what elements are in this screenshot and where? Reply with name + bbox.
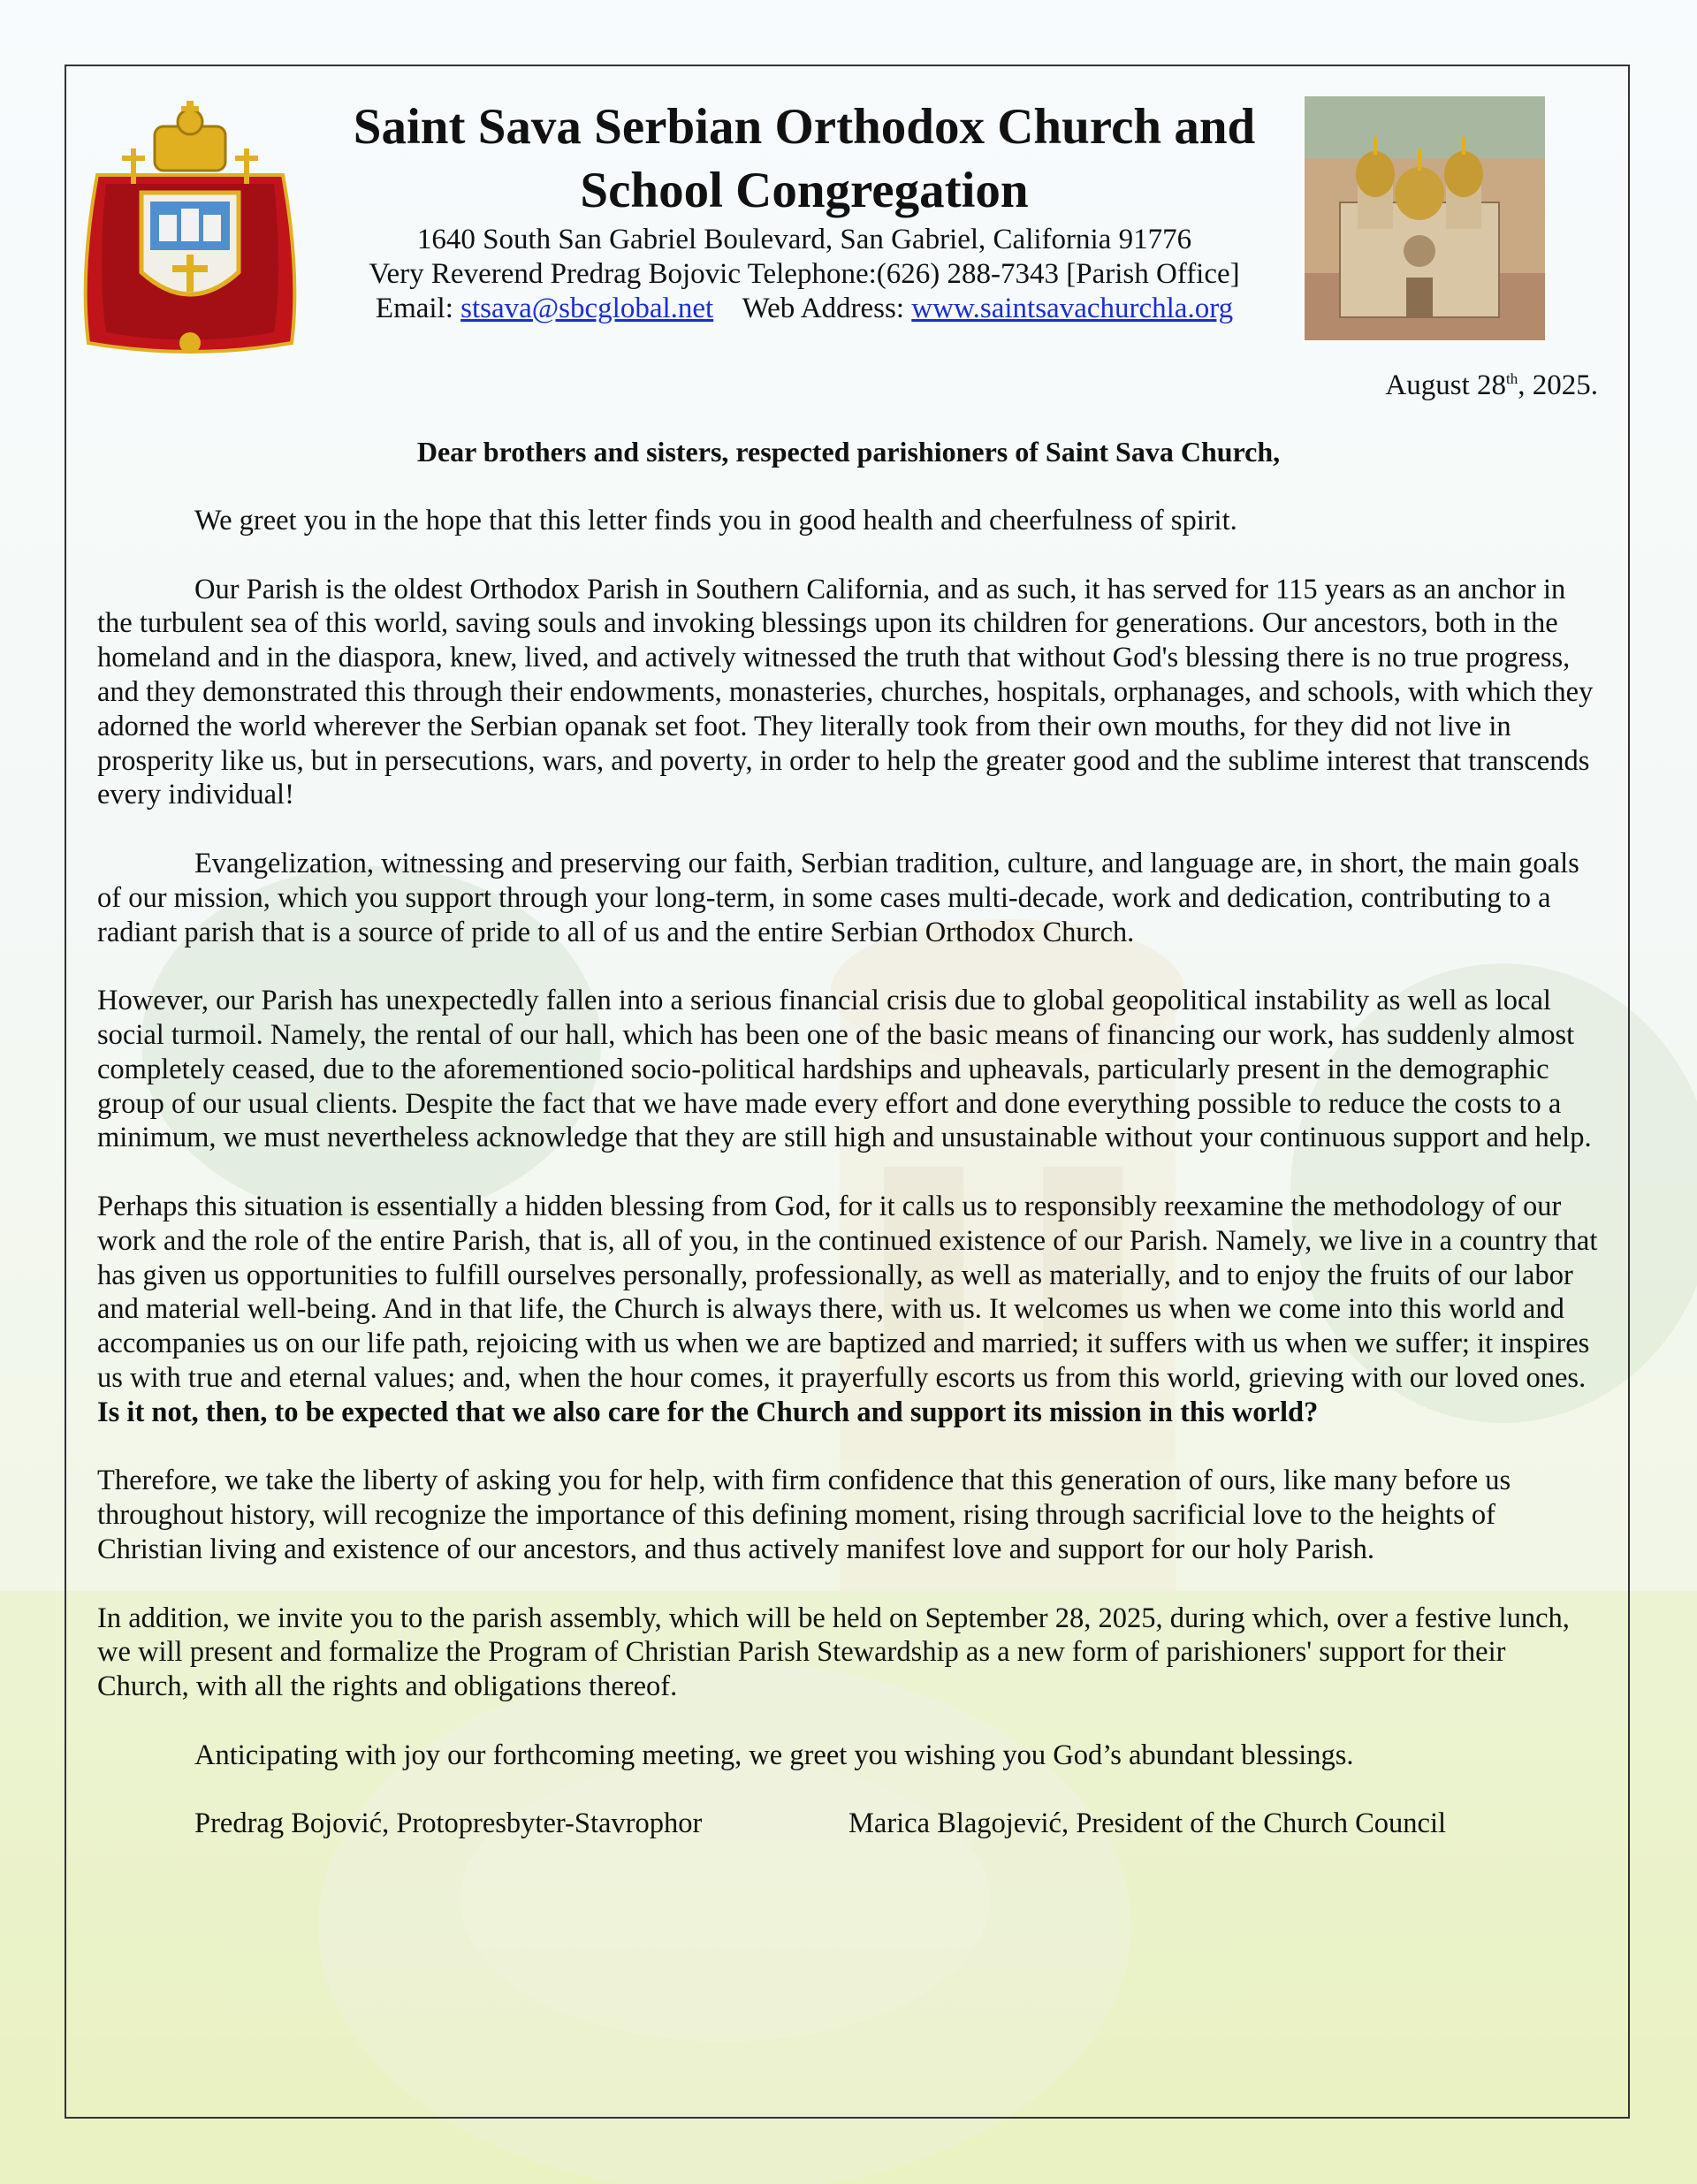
- church-photo-image: [1305, 96, 1545, 340]
- date-ordinal: th: [1506, 370, 1518, 387]
- paragraph-blessing-question: Is it not, then, to be expected that we also care for the Church and support its mission in this world?: [97, 1396, 1319, 1428]
- paragraph-closing: Anticipating with joy our forthcoming meeting, we greet you wishing you God’s abundant blessings.: [194, 1739, 1354, 1771]
- email-label: Email:: [375, 293, 453, 324]
- paragraph-request: Therefore, we take the liberty of asking you for help, with firm confidence that this generation of ours, like many before us throughout history, will recognize the importance of this defining moment, rising through sacrificial love to the heights of Christian living and existence of our ancestors, and thus actively manifest love and support for our holy Parish.: [97, 1465, 1511, 1565]
- church-name-line2: School Congregation: [580, 163, 1029, 218]
- letterhead: [292, 95, 1317, 326]
- website-link[interactable]: www.saintsavachurchla.org: [911, 293, 1234, 324]
- paragraph-history: Our Parish is the oldest Orthodox Parish in Southern California, and as such, it has served for 115 years as an anchor in the turbulent sea of this world, saving souls and invoking blessings upon its children for generations. Our ancestors, both in the homeland and in the diaspora, knew, lived, and actively witnessed the truth that without God's blessing there is no true progress, and they demonstrated this through their endowments, monasteries, churches, hospitals, orphanages, and schools, with which they adorned the world wherever the Serbian opanak set foot. They literally took from their own mouths, for they did not live in prosperity like us, but in persecutions, wars, and poverty, in order to help the greater good and the sublime interest that transcends every individual!: [97, 573, 1594, 811]
- paragraph-mission: Evangelization, witnessing and preserving our faith, Serbian tradition, culture, and language are, in short, the main goals of our mission, which you support through your long-term, in some cases multi-decade, work and dedication, contributing to a radiant parish that is a source of pride to all of us and the entire Serbian Orthodox Church.: [97, 847, 1579, 948]
- letter-salutation: Dear brothers and sisters, respected parishioners of Saint Sava Church,: [416, 436, 1281, 468]
- web-label: Web Address:: [742, 293, 905, 324]
- paragraph-greeting: We greet you in the hope that this letter finds you in good health and cheerfulness of spirit.: [194, 505, 1237, 536]
- coat-of-arms-icon: [71, 95, 309, 361]
- church-name-line1: Saint Sava Serbian Orthodox Church and: [353, 99, 1256, 155]
- signature-priest: Predrag Bojović, Protopresbyter-Stavrophor: [194, 1807, 703, 1840]
- church-email-web: [292, 292, 1317, 326]
- email-link[interactable]: stsava@sbcglobal.net: [460, 293, 714, 324]
- signatures: [194, 1807, 1600, 1842]
- letter-body: [97, 504, 1600, 1842]
- paragraph-crisis: However, our Parish has unexpectedly fallen into a serious financial crisis due to global geopolitical instability as well as local social turmoil. Namely, the rental of our hall, which has been one of the basic means of financing our work, has suddenly almost completely ceased, due to the aforementioned socio-political hardships and upheavals, particularly present in the demographic group of our usual clients. Despite the fact that we have made every effort and done everything possible to reduce the costs to a minimum, we must nevertheless acknowledge that they are still high and unsustainable without your continuous support and help.: [97, 985, 1592, 1154]
- church-contact: Very Reverend Predrag Bojovic Telephone:(626) 288-7343 [Parish Office]: [369, 258, 1240, 290]
- paragraph-blessing: Perhaps this situation is essentially a hidden blessing from God, for it calls us to responsibly reexamine the methodology of our work and the role of the entire Parish, that is, all of you, in the continued existence of our Parish. Namely, we live in a country that has given us opportunities to fulfill ourselves personally, professionally, as well as materially, and to enjoy the fruits of our labor and material well-being. And in that life, the Church is always there, with us. It welcomes us when we come into this world and accompanies us on our life path, rejoicing with us when we are baptized and married; it suffers with us when we suffer; it inspires us with true and eternal values; and, when the hour comes, it prayerfully escorts us from this world, grieving with our loved ones. Is it not, then, to be expected that we also care for the Church and support its mission in this world?: [97, 1190, 1598, 1428]
- letter-date: August 28th, 2025.: [1385, 369, 1598, 401]
- church-address: 1640 South San Gabriel Boulevard, San Gabriel, California 91776: [416, 224, 1192, 255]
- signature-president: Marica Blagojević, President of the Church Council: [848, 1807, 1447, 1840]
- paragraph-invitation: In addition, we invite you to the parish assembly, which will be held on September 28, 2025, during which, over a festive lunch, we will present and formalize the Program of Christian Parish Stewardship as a new form of parishioners' support for their Church, with all the rights and obligations thereof.: [97, 1602, 1570, 1703]
